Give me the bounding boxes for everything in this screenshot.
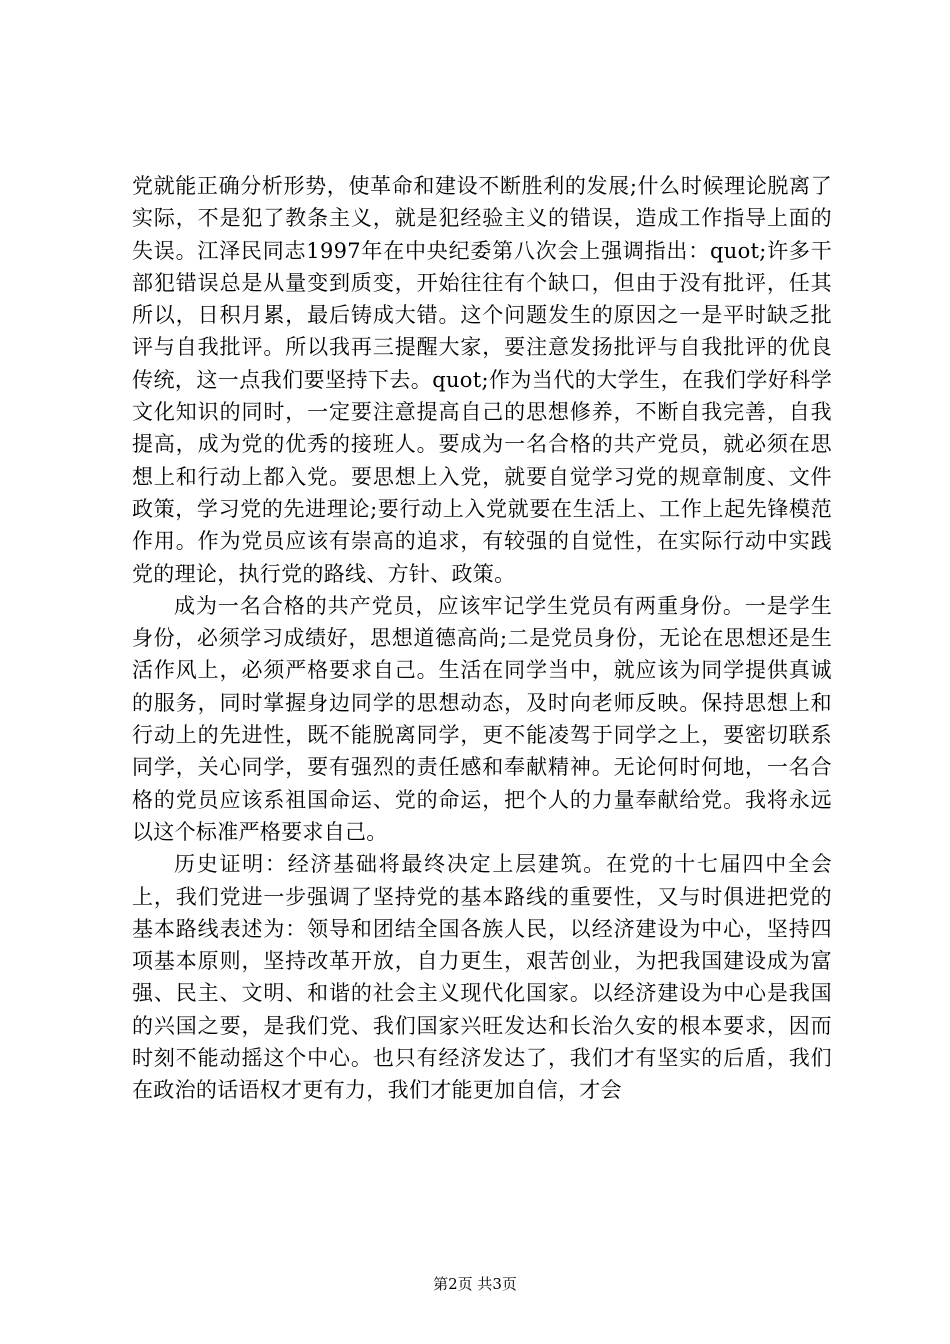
paragraph-3: 历史证明：经济基础将最终决定上层建筑。在党的十七届四中全会上，我们党进一步强调了坚持党的基本路线的重要性，又与时俱进把党的基本路线表述为：领导和团结全国各族人民，以经济建设为中心，坚持四项基本原则，坚持改革开放，自力更生，艰苦创业，为把我国建设成为富强、民主、文明、和谐的社会主义现代化国家。以经济建设为中心是我国的兴国之要，是我们党、我们国家兴旺发达和长治久安的根本要求，因而时刻不能动摇这个中心。也只有经济发达了，我们才有坚实的后盾，我们在政治的话语权才更有力，我们才能更加自信，才会 (132, 852, 832, 1103)
paragraph-2: 成为一名合格的共产党员，应该牢记学生党员有两重身份。一是学生身份，必须学习成绩好，思想道德高尚;二是党员身份，无论在思想还是生活作风上，必须严格要求自己。生活在同学当中，就应该为同学提供真诚的服务，同时掌握身边同学的思想动态，及时向老师反映。保持思想上和行动上的先进性，既不能脱离同学，更不能凌驾于同学之上，要密切联系同学，关心同学，要有强烈的责任感和奉献精神。无论何时何地，一名合格的党员应该系祖国命运、党的命运，把个人的力量奉献给党。我将永远以这个标准严格要求自己。 (132, 593, 832, 844)
body-text (132, 170, 832, 1107)
paragraph-1: 党就能正确分析形势，使革命和建设不断胜利的发展;什么时候理论脱离了实际，不是犯了教条主义，就是犯经验主义的错误，造成工作指导上面的失误。江泽民同志1997年在中央纪委第八次会上强调指出：quot;许多干部犯错误总是从量变到质变，开始往往有个缺口，但由于没有批评，任其所以，日积月累，最后铸成大错。这个问题发生的原因之一是平时缺乏批评与自我批评。所以我再三提醒大家，要注意发扬批评与自我批评的优良传统，这一点我们要坚持下去。quot;作为当代的大学生，在我们学好科学文化知识的同时，一定要注意提高自己的思想修养，不断自我完善，自我提高，成为党的优秀的接班人。要成为一名合格的共产党员，就必须在思想上和行动上都入党。要思想上入党，就要自觉学习党的规章制度、文件政策，学习党的先进理论;要行动上入党就要在生活上、工作上起先锋模范作用。作为党员应该有崇高的追求，有较强的自觉性，在实际行动中实践党的理论，执行党的路线、方针、政策。 (132, 174, 832, 586)
page-footer: 第2页 共3页 (433, 1275, 517, 1293)
